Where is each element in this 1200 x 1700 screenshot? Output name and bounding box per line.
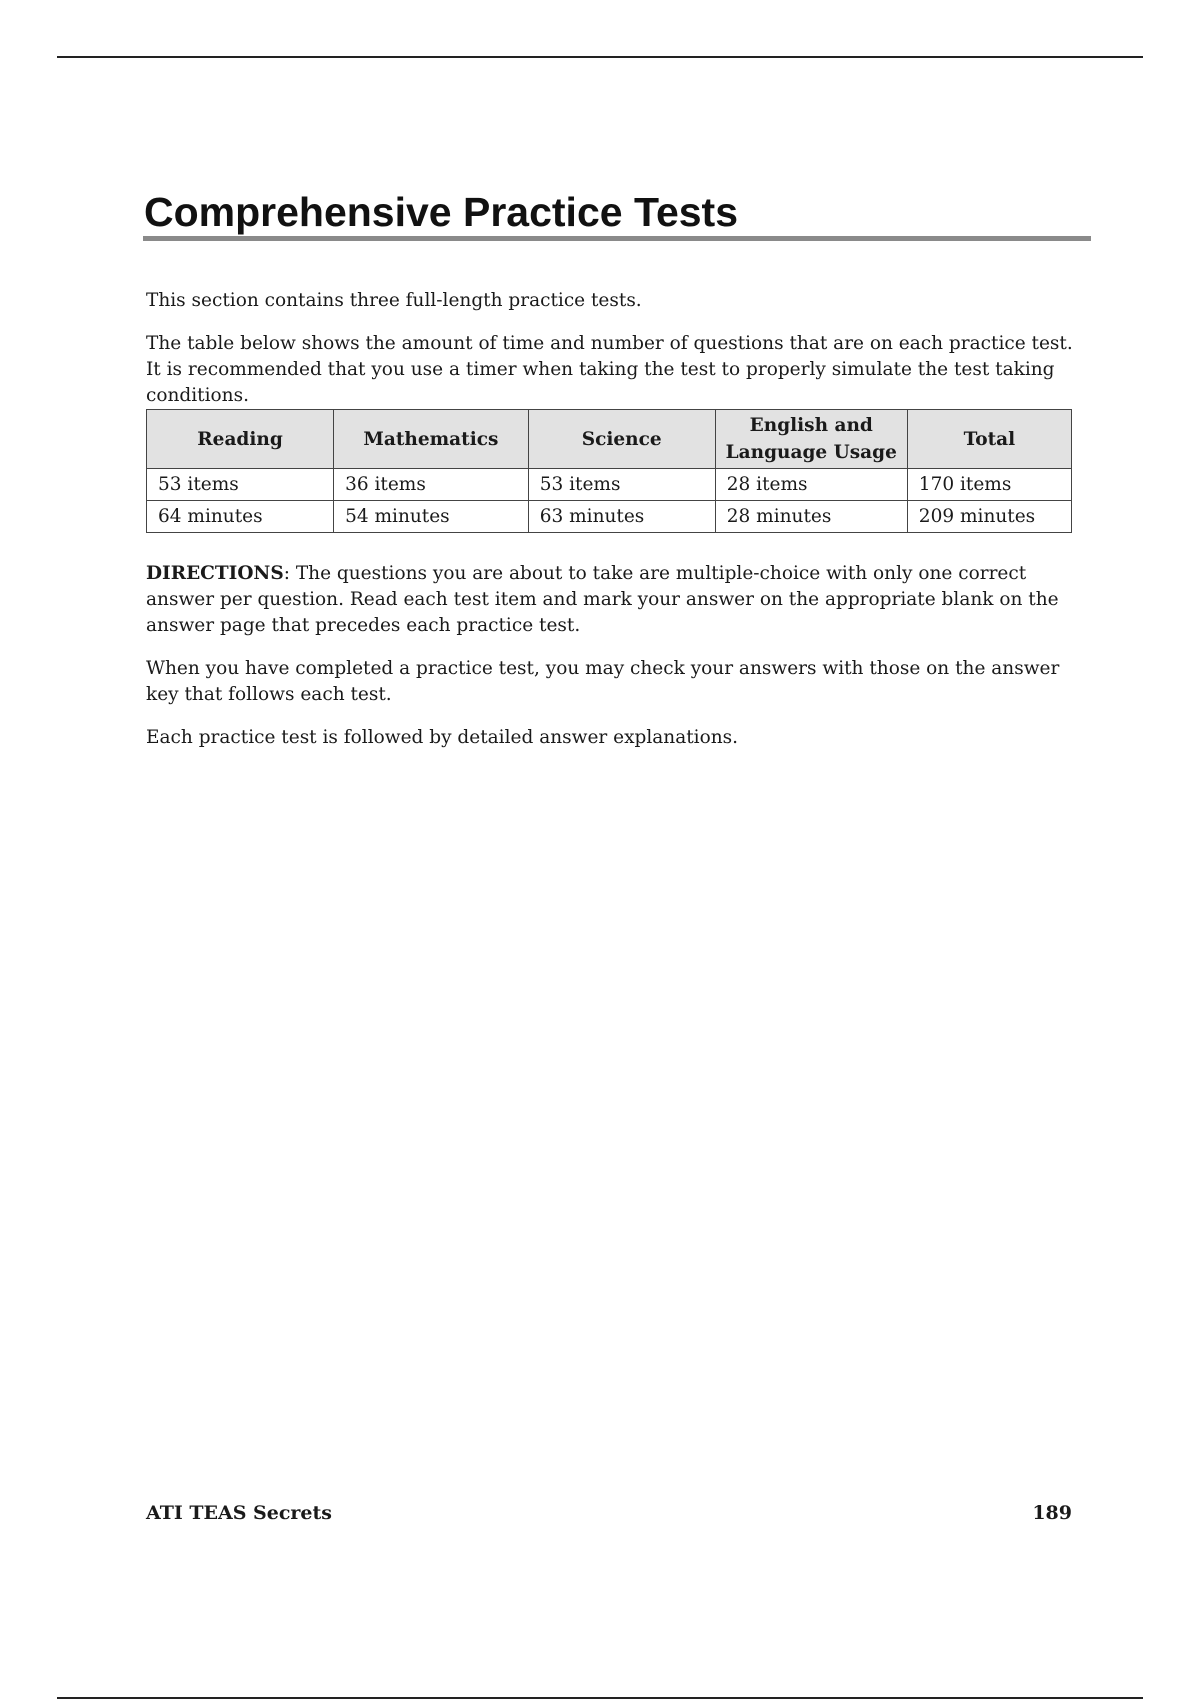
directions-text: : The questions you are about to take are multiple-choice with only one correct answer per question. Read each test item and mark your answer on the appropriate blank on the answer page that precedes each practice test. (146, 563, 1059, 636)
table-header: Mathematics (334, 410, 529, 469)
top-rule (57, 56, 1143, 58)
table-cell: 28 minutes (715, 501, 907, 533)
table-header: English and Language Usage (715, 410, 907, 469)
directions-label: DIRECTIONS (146, 563, 284, 584)
table-row (147, 469, 1072, 501)
table-cell: 54 minutes (334, 501, 529, 533)
table-cell: 53 items (528, 469, 715, 501)
table-cell: 64 minutes (147, 501, 334, 533)
table-cell: 28 items (715, 469, 907, 501)
intro-paragraph-2: The table below shows the amount of time and number of questions that are on each practice test. It is recommended that you use a timer when taking the test to properly simulate the test taking conditions. (146, 333, 1073, 406)
directions-paragraph (146, 561, 1092, 639)
table-cell: 36 items (334, 469, 529, 501)
content-body (146, 288, 1092, 768)
table-cell: 209 minutes (907, 501, 1071, 533)
answer-key-paragraph: When you have completed a practice test, you may check your answers with those on the answer key that follows each test. (146, 658, 1060, 705)
footer-book-title: ATI TEAS Secrets (146, 1502, 332, 1524)
footer-page-number: 189 (1032, 1502, 1072, 1524)
practice-test-table (146, 409, 1072, 533)
table-header: Reading (147, 410, 334, 469)
title-underline (143, 236, 1091, 241)
table-header: Total (907, 410, 1071, 469)
table-header-row (147, 410, 1072, 469)
intro-paragraph-1: This section contains three full-length practice tests. (146, 290, 642, 311)
table-cell: 63 minutes (528, 501, 715, 533)
table-cell: 53 items (147, 469, 334, 501)
table-cell: 170 items (907, 469, 1071, 501)
table-header: Science (528, 410, 715, 469)
explanations-paragraph: Each practice test is followed by detailed answer explanations. (146, 727, 739, 748)
table-row (147, 501, 1072, 533)
page-title: Comprehensive Practice Tests (144, 189, 738, 235)
bottom-rule (57, 1697, 1143, 1699)
